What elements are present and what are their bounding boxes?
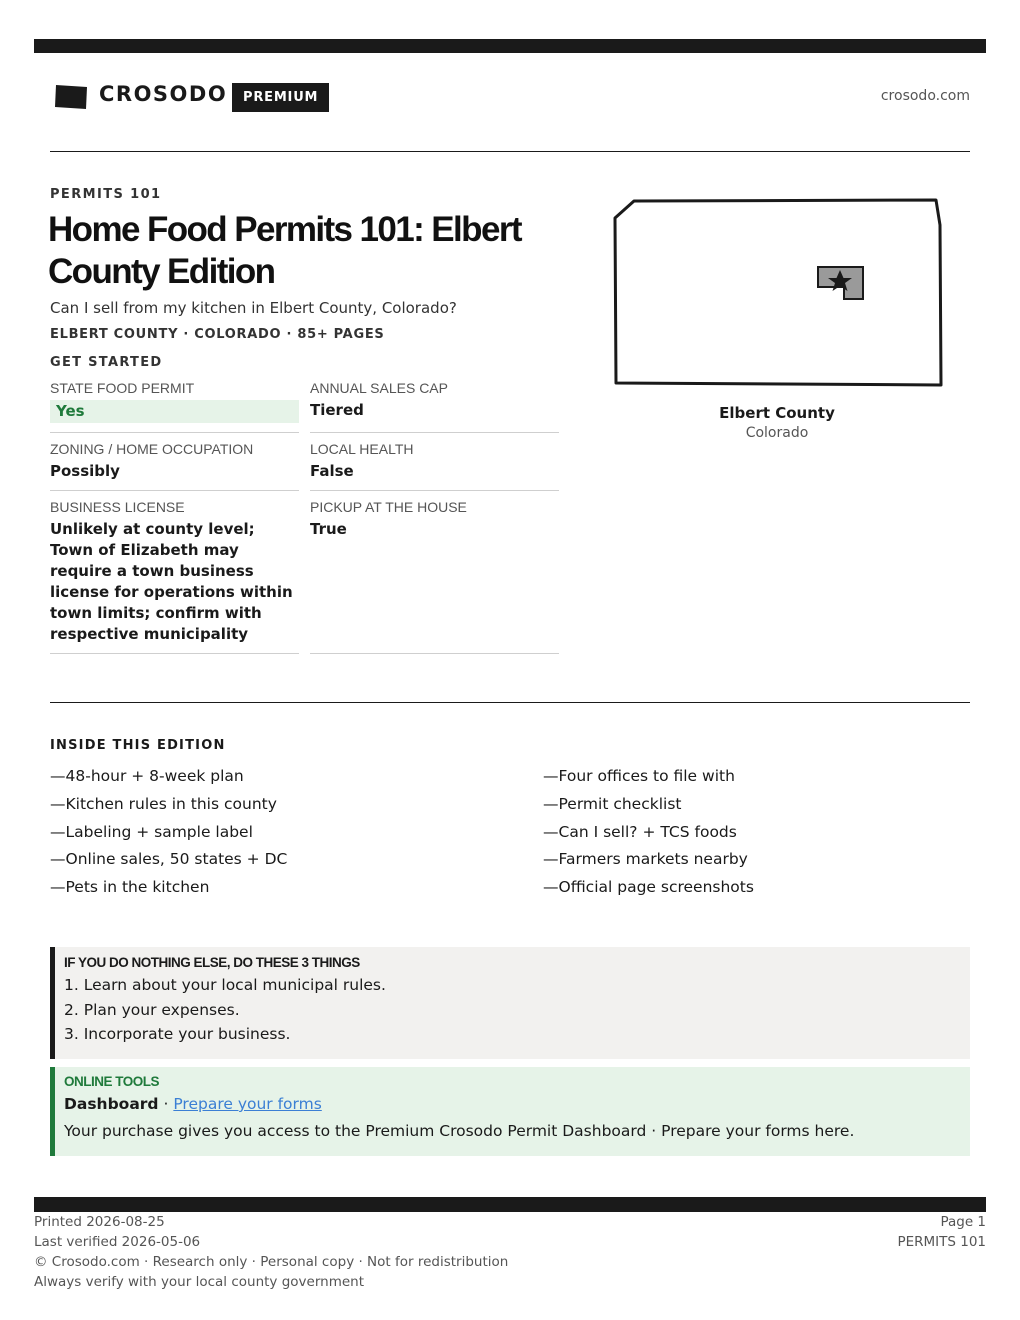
copyright: © Crosodo.com · Research only · Personal copy · Not for redistribution (34, 1254, 509, 1270)
map-county-name: Elbert County (719, 404, 835, 422)
fact-label: BUSINESS LICENSE (50, 499, 185, 515)
get-started-heading: GET STARTED (50, 355, 163, 370)
fact-label: ANNUAL SALES CAP (310, 380, 448, 396)
fact-value: Tiered (310, 401, 364, 419)
list-item: —Kitchen rules in this county (50, 794, 277, 813)
fact-value: Possibly (50, 462, 120, 480)
todo-step: 1. Learn about your local municipal rules. (64, 976, 386, 994)
fact-label: ZONING / HOME OCCUPATION (50, 441, 254, 457)
section-divider (50, 702, 970, 703)
eyebrow: PERMITS 101 (50, 187, 162, 202)
list-item: —Four offices to file with (543, 767, 735, 785)
fact-label: PICKUP AT THE HOUSE (310, 499, 467, 515)
premium-badge: PREMIUM (232, 83, 329, 112)
fact-annual-sales-cap (310, 380, 559, 433)
map-caption (612, 404, 942, 441)
online-tools-callout (50, 1067, 970, 1156)
inside-list-left (50, 766, 490, 905)
fact-pickup (310, 499, 559, 654)
subtitle: Can I sell from my kitchen in Elbert County, Colorado? (50, 299, 457, 317)
edition-meta: ELBERT COUNTY · COLORADO · 85+ PAGES (50, 327, 385, 342)
fact-zoning (50, 441, 299, 491)
fact-label: STATE FOOD PERMIT (50, 380, 195, 396)
todo-step: 2. Plan your expenses. (64, 1000, 240, 1019)
map-state-name: Colorado (745, 425, 809, 441)
header-divider (50, 151, 970, 152)
site-link[interactable]: crosodo.com (880, 88, 970, 104)
fact-value: True (310, 520, 347, 538)
fact-business-license (50, 499, 299, 654)
todo-step: 3. Incorporate your business. (64, 1025, 291, 1043)
separator: · (163, 1095, 169, 1113)
page-number: Page 1 (940, 1214, 986, 1230)
list-item: —Online sales, 50 states + DC (50, 850, 288, 869)
top-bar (34, 39, 986, 53)
printed-date: Printed 2026-08-25 (34, 1214, 165, 1230)
header (50, 80, 970, 114)
list-item: —48-hour + 8-week plan (50, 767, 244, 785)
fact-value: Unlikely at county level; Town of Elizabeth may require a town business license for operations within town limits; confirm with respective municipality (50, 520, 293, 643)
fact-value: False (310, 462, 354, 480)
inside-heading: INSIDE THIS EDITION (50, 738, 226, 753)
tools-links-line (64, 1093, 970, 1115)
crosodo-logo-icon (54, 84, 88, 110)
footer-right (897, 1212, 986, 1252)
verified-date: Last verified 2026-05-06 (34, 1234, 201, 1250)
tools-heading: ONLINE TOOLS (64, 1074, 160, 1089)
list-item: —Official page screenshots (543, 878, 754, 896)
fact-label: LOCAL HEALTH (310, 441, 414, 457)
state-map-with-star-icon (612, 197, 944, 391)
verify-notice: Always verify with your local county government (34, 1274, 364, 1290)
list-item: —Permit checklist (543, 794, 682, 813)
footer-left (34, 1212, 508, 1292)
list-item: —Labeling + sample label (50, 822, 253, 841)
prepare-forms-link[interactable]: Prepare your forms (173, 1095, 322, 1113)
bottom-bar (34, 1197, 986, 1212)
footer-section: PERMITS 101 (897, 1234, 986, 1250)
todo-heading: IF YOU DO NOTHING ELSE, DO THESE 3 THINGS (64, 955, 360, 970)
brand-name: CROSODO (99, 82, 228, 106)
dashboard-label: Dashboard (64, 1095, 159, 1113)
fact-local-health (310, 441, 559, 491)
fact-value: Yes (50, 400, 299, 423)
page-title: Home Food Permits 101: Elbert County Edition (48, 210, 521, 291)
list-item: —Farmers markets nearby (543, 850, 748, 869)
todo-callout (50, 947, 970, 1059)
fact-state-food-permit (50, 380, 299, 433)
list-item: —Can I sell? + TCS foods (543, 822, 737, 841)
list-item: —Pets in the kitchen (50, 878, 210, 896)
inside-list-right (543, 766, 983, 905)
tools-description: Your purchase gives you access to the Premium Crosodo Permit Dashboard · Prepare your forms here. (64, 1122, 855, 1140)
